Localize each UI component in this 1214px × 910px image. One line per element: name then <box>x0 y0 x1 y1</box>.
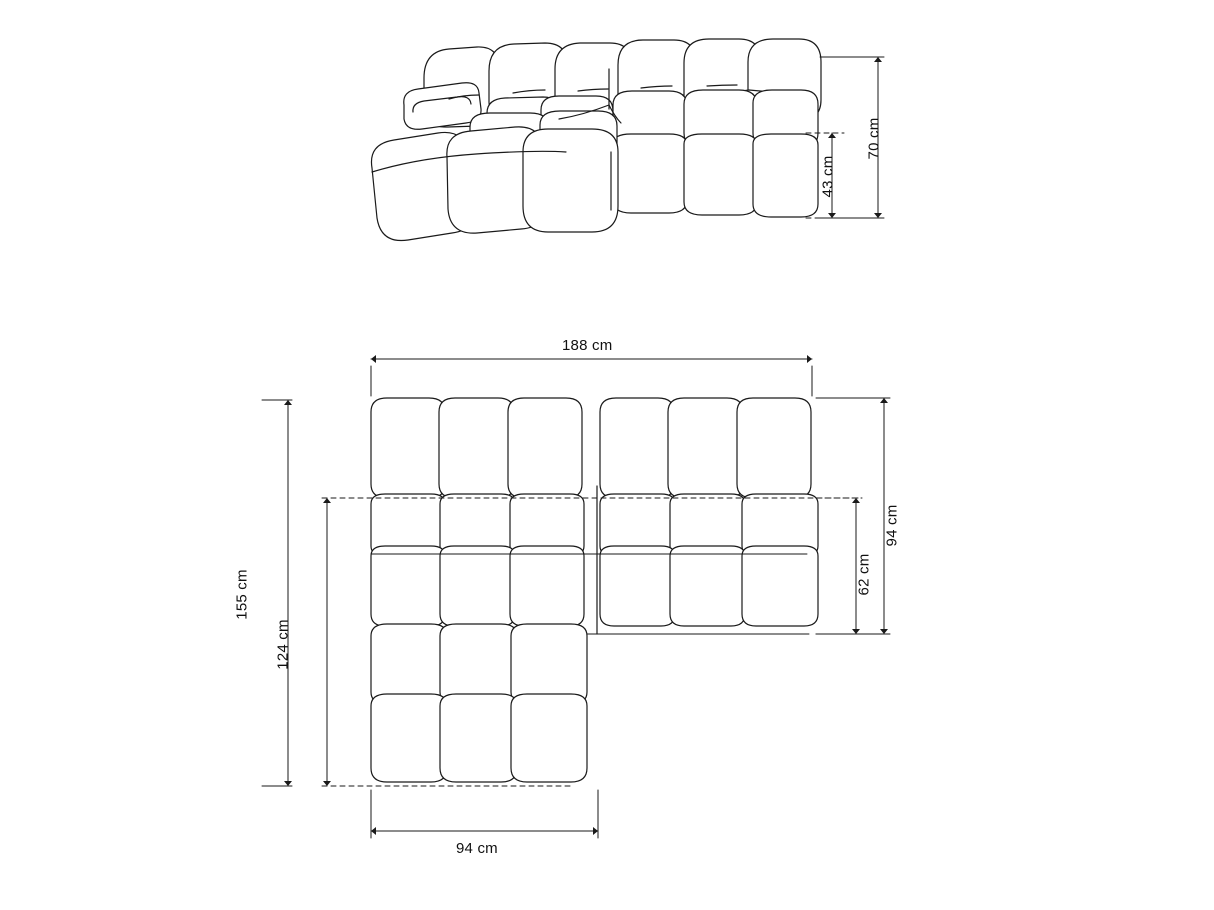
dimension-label-depth-seat: 124 cm <box>274 619 292 670</box>
dimension-label-width-total: 188 cm <box>562 337 613 354</box>
dimension-label-right-module-seat: 62 cm <box>855 553 873 596</box>
dimension-label-height-seat: 43 cm <box>819 155 837 198</box>
top-view-sofa <box>371 398 818 782</box>
dimension-label-height-total: 70 cm <box>865 117 883 160</box>
dimension-label-bottom-module-width: 94 cm <box>456 840 498 857</box>
dimension-label-right-module-depth: 94 cm <box>883 504 901 547</box>
dimension-label-depth-total: 155 cm <box>233 569 251 620</box>
perspective-view-sofa <box>371 39 821 241</box>
